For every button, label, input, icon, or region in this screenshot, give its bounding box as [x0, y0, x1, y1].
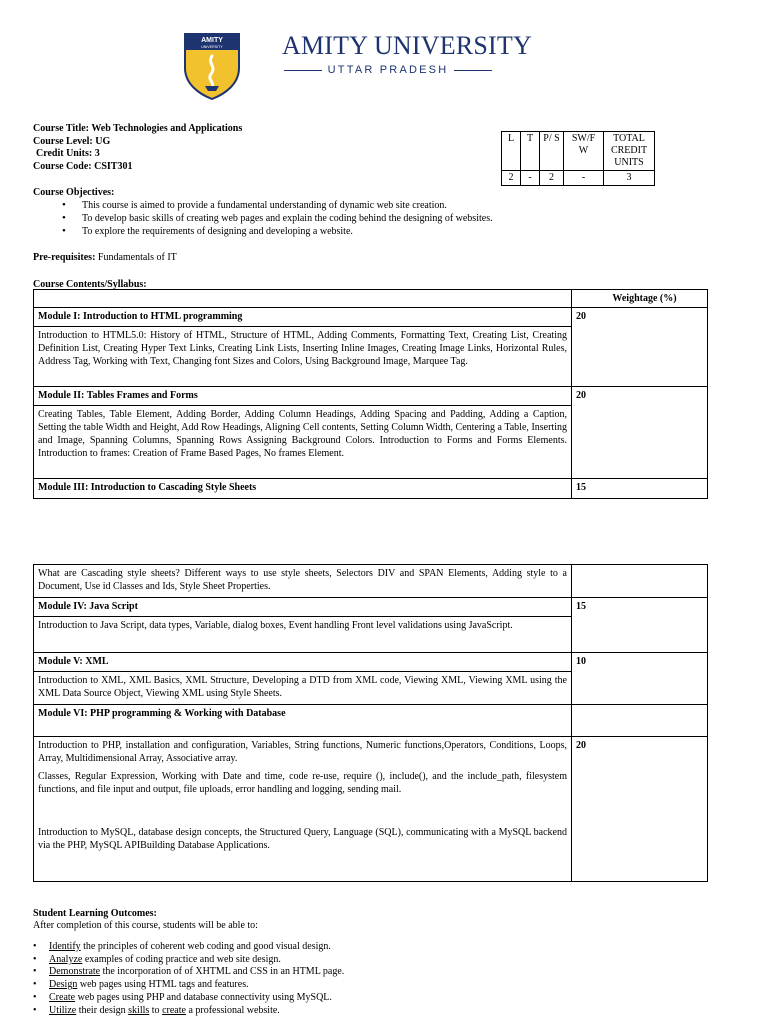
outcome-word: create: [162, 1004, 186, 1016]
course-level: UG: [95, 135, 111, 147]
outcome-verb: Create: [49, 991, 76, 1003]
header-empty-cell: [34, 290, 572, 308]
module-1-title: Module I: Introduction to HTML programming: [34, 308, 572, 327]
outcome-verb: Demonstrate: [49, 966, 101, 978]
module-4-desc: Introduction to Java Script, data types, Variable, dialog boxes, Event handling Front level validations using JavaScript.: [34, 617, 572, 653]
module-2-weight: 20: [572, 387, 708, 479]
left-rule: [284, 70, 322, 71]
credit-header-l: L: [502, 132, 521, 171]
module-1-weight: 20: [572, 308, 708, 387]
objectives-list: [62, 199, 493, 238]
module-4-weight: 15: [572, 598, 708, 653]
outcome-text: the principles of coherent web coding and good visual design.: [80, 941, 331, 952]
module-6-desc-part: Classes, Regular Expression, Working with Date and time, code re-use, require (), include(), and the include_path, filesystem functions, and file input and output, file uploads, error handling and logging, sending mail.: [38, 771, 567, 795]
outcome-text: their design: [76, 1004, 129, 1016]
module-6-weight: 20: [572, 737, 708, 882]
amity-crest-logo: [183, 30, 241, 100]
outcome-item: [33, 979, 344, 992]
course-title-row: [33, 123, 242, 136]
outcome-item: [33, 1005, 344, 1018]
course-title-label: Course Title:: [33, 123, 90, 134]
svg-text:UNIVERSITY: UNIVERSITY: [201, 45, 223, 49]
outcomes-intro: After completion of this course, students will be able to:: [33, 920, 258, 931]
module-title-row: [34, 387, 708, 406]
outcome-text: web pages using HTML tags and features.: [77, 979, 249, 991]
module-desc-row: [34, 565, 708, 598]
outcomes-list: [33, 941, 344, 1017]
module-title-row: [34, 479, 708, 499]
outcome-text: examples of coding practice and web site design.: [82, 953, 281, 965]
credit-units-row: [33, 148, 242, 161]
module-6-desc: [34, 737, 572, 882]
module-4-title: Module IV: Java Script: [34, 598, 572, 617]
module-3-weight: 15: [572, 479, 708, 499]
course-level-label: Course Level:: [33, 135, 93, 147]
credit-header-swfw: SW/F W: [564, 132, 604, 171]
course-level-row: [33, 136, 242, 149]
module-1-desc: Introduction to HTML5.0: History of HTML, Structure of HTML, Adding Comments, Formatting Text, Creating List, Creating Definition List, Creating Hyper Text Links, Creating Link Lists, Inserting Inline Images, Creating Image Links, Horizontal Rules, Address Tag, Working with Text, Changing font Sizes and Colors, Using Background Image, Marquee Tag.: [34, 327, 572, 387]
outcome-item: [33, 941, 344, 954]
module-6-desc-part: Introduction to MySQL, database design concepts, the Structured Query, Language (SQL), communicating with a MySQL backend via the PHP, MySQL APIBuilding Database Applications.: [38, 827, 567, 851]
outcome-item: [33, 992, 344, 1005]
credit-header-row: [502, 132, 655, 171]
module-6-title: Module VI: PHP programming & Working with Database: [34, 705, 572, 737]
objective-item: • To develop basic skills of creating web pages and explain the coding behind the designing of websites.: [62, 212, 493, 225]
prerequisites-value: Fundamentals of IT: [97, 252, 177, 263]
prerequisites-label: Pre-requisites:: [33, 252, 96, 263]
campus-name: UTTAR PRADESH: [327, 64, 449, 76]
credit-value-ps: 2: [540, 171, 564, 186]
outcome-text: a professional website.: [185, 1004, 280, 1016]
outcome-text: the incorporation of of XHTML and CSS in an HTML page.: [100, 966, 345, 978]
campus-subtitle: [284, 65, 492, 76]
module-5-title: Module V: XML: [34, 653, 572, 672]
outcomes-title: Student Learning Outcomes:: [33, 908, 157, 919]
course-code: CSIT301: [94, 160, 133, 172]
syllabus-table-1: [33, 289, 708, 499]
university-name: AMITY UNIVERSITY: [282, 31, 532, 60]
credit-value-row: [502, 171, 655, 186]
credit-header-total: TOTAL CREDIT UNITS: [604, 132, 655, 171]
empty-weight-cell: [572, 705, 708, 737]
credit-value-t: -: [521, 171, 540, 186]
weightage-header: Weightage (%): [572, 290, 708, 308]
credit-value-l: 2: [502, 171, 521, 186]
outcome-text: web pages using PHP and database connectivity using MySQL.: [75, 991, 332, 1003]
module-desc-row: [34, 737, 708, 882]
module-2-desc: Creating Tables, Table Element, Adding Border, Adding Column Headings, Adding Spacing and Padding, Adding a Caption, Setting the table Width and Height, Add Row Headings, Aligning Cell contents, Setting Column Width, Centering a Table, Inserting and Image, Spanning Columns, Spanning Rows Assigning Background Colors. Introduction to Forms and Forms Elements. Introduction to frames: Creation of Frame Based Pages, No frames Element.: [34, 406, 572, 479]
credit-header-ps: P/ S: [540, 132, 564, 171]
weightage-header-row: [34, 290, 708, 308]
outcome-word: skills: [128, 1004, 150, 1016]
module-title-row: [34, 653, 708, 672]
objective-item: • To explore the requirements of designing and developing a website.: [62, 225, 493, 238]
module-title-row: [34, 308, 708, 327]
credit-header-t: T: [521, 132, 540, 171]
module-3-title: Module III: Introduction to Cascading Style Sheets: [34, 479, 572, 499]
module-5-weight: 10: [572, 653, 708, 705]
contents-title: Course Contents/Syllabus:: [33, 279, 147, 290]
module-5-desc: Introduction to XML, XML Basics, XML Structure, Developing a DTD from XML code, Viewing XML, Viewing XML using the XML Data Source Object, Viewing XML using Style Sheets.: [34, 672, 572, 705]
course-code-label: Course Code:: [33, 160, 92, 172]
credit-units-label: Credit Units:: [36, 148, 93, 160]
objectives-title: Course Objectives:: [33, 187, 115, 198]
course-code-row: [33, 161, 242, 174]
module-2-title: Module II: Tables Frames and Forms: [34, 387, 572, 406]
outcome-item: [33, 966, 344, 979]
outcome-verb: Identify: [49, 941, 81, 952]
outcome-item: [33, 954, 344, 967]
course-info: [33, 123, 242, 173]
module-title-row: [34, 598, 708, 617]
syllabus-table-2: [33, 564, 708, 882]
svg-text:AMITY: AMITY: [201, 37, 223, 44]
outcome-verb: Analyze: [49, 953, 83, 965]
credit-value-total: 3: [604, 171, 655, 186]
empty-weight-cell: [572, 565, 708, 598]
credit-units: 3: [94, 148, 100, 160]
module-6-desc-part: Introduction to PHP, installation and configuration, Variables, String functions, Numeric functions,Operators, Conditions, Loops, Array, Multidimensional Array, Associative array.: [38, 740, 567, 764]
credit-table: [501, 131, 655, 186]
course-title: Web Technologies and Applications: [91, 123, 243, 134]
credit-value-swfw: -: [564, 171, 604, 186]
module-3-desc: What are Cascading style sheets? Different ways to use style sheets, Selectors DIV and SPAN Elements, Adding style to a Document, Use id Classes and Ids, Style Sheet Properties.: [34, 565, 572, 598]
module-title-row: [34, 705, 708, 737]
outcome-text: to: [149, 1004, 163, 1016]
right-rule: [454, 70, 492, 71]
prerequisites: [33, 251, 177, 264]
outcome-verb: Design: [49, 979, 78, 991]
outcome-verb: Utilize: [49, 1004, 77, 1016]
objective-item: • This course is aimed to provide a fundamental understanding of dynamic web site creation.: [62, 199, 493, 212]
